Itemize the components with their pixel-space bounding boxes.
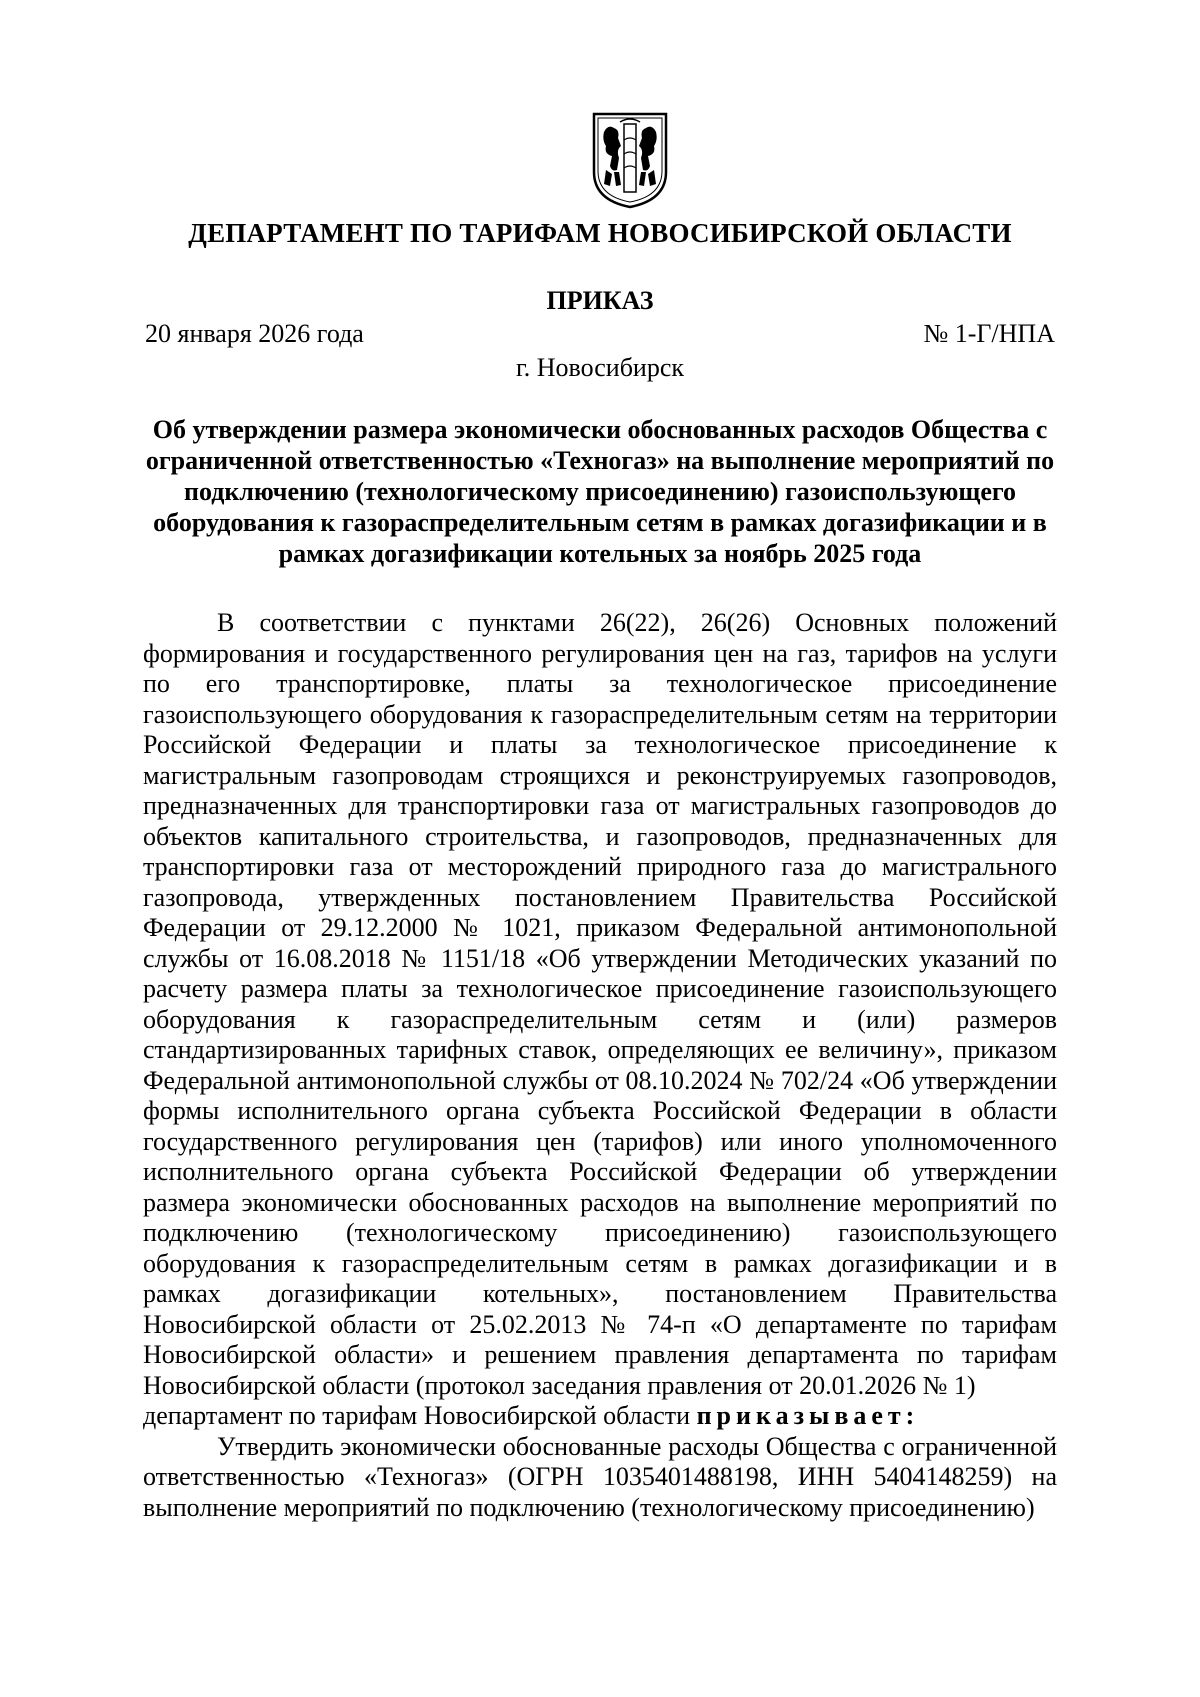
body-paragraph-2: Утвердить экономически обоснованные расходы Общества с ограниченной ответственностью «Техногаз» (ОГРН 1035401488198, ИНН 5404148259) на выполнение мероприятий по подключению (технологическому присоединению) <box>143 1431 1057 1522</box>
document-subject: Об утверждении размера экономически обоснованных расходов Общества с ограниченной ответственностью «Техногаз» на выполнение мероприятий по подключению (технологическому присоединению) газоиспользующего оборудования к газораспределительным сетям в рамках догазификации и в рамках догазификации котельных за ноябрь 2025 года <box>145 415 1055 568</box>
document-date: 20 января 2026 года <box>145 319 364 348</box>
document-body <box>143 608 1057 1523</box>
coat-of-arms-icon <box>590 110 670 210</box>
order-line <box>143 1401 1057 1432</box>
document-number: № 1-Г/НПА <box>923 319 1055 348</box>
document-type: ПРИКАЗ <box>546 286 654 315</box>
department-title: ДЕПАРТАМЕНТ ПО ТАРИФАМ НОВОСИБИРСКОЙ ОБЛАСТИ <box>188 218 1012 248</box>
body-paragraph-1: В соответствии с пунктами 26(22), 26(26) Основных положений формирования и государственного регулирования цен на газ, тарифов на услуги по его транспортировке, платы за технологическое присоединение газоиспользующего оборудования к газораспределительным сетям на территории Российской Федерации и платы за технологическое присоединение к магистральным газопроводам строящихся и реконструируемых газопроводов, предназначенных для транспортировки газа от магистральных газопроводов до объектов капитального строительства, и газопроводов, предназначенных для транспортировки газа от месторождений природного газа до магистрального газопровода, утвержденных постановлением Правительства Российской Федерации от 29.12.2000 № 1021, приказом Федеральной антимонопольной службы от 16.08.2018 № 1151/18 «Об утверждении Методических указаний по расчету размера платы за технологическое присоединение газоиспользующего оборудования к газораспределительным сетям и (или) размеров стандартизированных тарифных ставок, определяющих ее величину», приказом Федеральной антимонопольной службы от 08.10.2024 № 702/24 «Об утверждении формы исполнительного органа субъекта Российской Федерации в области государственного регулирования цен (тарифов) или иного уполномоченного исполнительного органа субъекта Российской Федерации об утверждении размера экономически обоснованных расходов на выполнение мероприятий по подключению (технологическому присоединению) газоиспользующего оборудования к газораспределительным сетям в рамках догазификации и в рамках догазификации котельных», постановлением Правительства Новосибирской области от 25.02.2013 № 74-п «О департаменте по тарифам Новосибирской области» и решением правления департамента по тарифам Новосибирской области (протокол заседания правления от 20.01.2026 № 1) <box>143 608 1057 1400</box>
order-lead: департамент по тарифам Новосибирской области <box>143 1401 691 1430</box>
document-city: г. Новосибирск <box>515 353 685 382</box>
document-meta-row <box>145 318 1055 350</box>
order-word: приказывает: <box>696 1401 920 1430</box>
